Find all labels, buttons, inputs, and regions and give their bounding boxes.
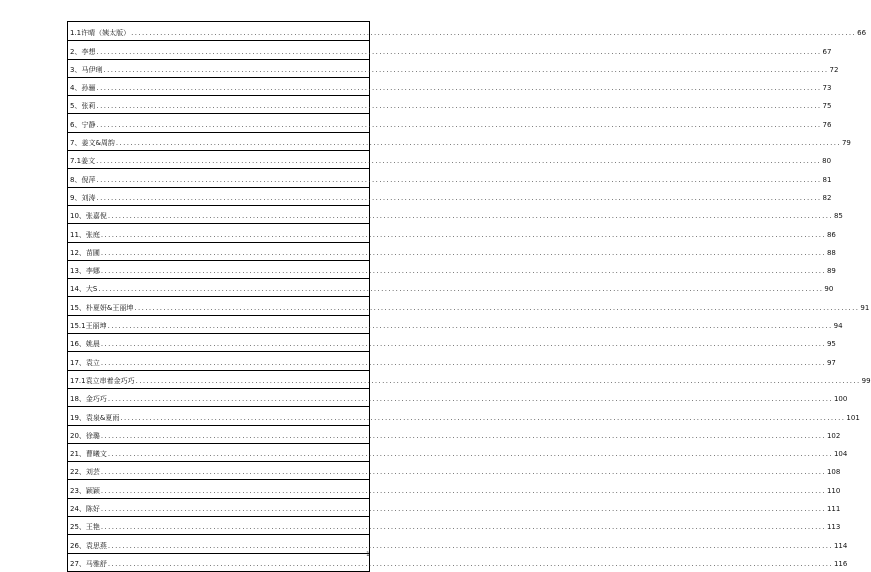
toc-entry[interactable]: [68, 425, 841, 443]
toc-entry[interactable]: [68, 260, 836, 278]
toc-entry-title: 15.1王丽坤: [70, 322, 107, 331]
toc-entry-title: 25、王艳: [70, 523, 100, 532]
toc-entry-title: 27、马雅舒: [70, 559, 107, 568]
toc-entry-title: 20、徐璐: [70, 431, 100, 440]
toc-entry-title: 23、颖颖: [70, 486, 100, 495]
toc-entry[interactable]: [68, 77, 832, 95]
toc-entry[interactable]: [68, 242, 836, 260]
toc-entry[interactable]: [68, 553, 848, 571]
toc-leader-dots: ........................................................................................................................................................................................................: [107, 541, 833, 550]
toc-entry-title: 3、马伊琍: [70, 65, 103, 74]
toc-entry-page: 90: [824, 285, 834, 294]
toc-entry-title: 24、陈好: [70, 505, 100, 514]
toc-entry-title: 19、袁泉&夏雨: [70, 413, 120, 422]
toc-entry-page: 66: [857, 29, 867, 38]
toc-entry-page: 81: [822, 175, 832, 184]
toc-entry[interactable]: [68, 461, 841, 479]
toc-entry[interactable]: [68, 132, 851, 150]
toc-entry-title: 26、袁思燕: [70, 541, 107, 550]
toc-entry-page: 72: [829, 65, 839, 74]
toc-entry[interactable]: [68, 351, 836, 369]
toc-entry-page: 86: [826, 230, 836, 239]
toc-entry-title: 15、朴夏妍&王丽坤: [70, 303, 134, 312]
toc-entry-page: 116: [833, 559, 848, 568]
toc-entry-title: 10、张嘉倪: [70, 212, 107, 221]
toc-leader-dots: ........................................................................................................................................................................................................: [100, 486, 826, 495]
toc-entry-page: 102: [826, 431, 841, 440]
toc-leader-dots: ........................................................................................................................................................................................................: [100, 468, 826, 477]
toc-entry-title: 17.1袁立串着金巧巧: [70, 376, 135, 385]
toc-entry-page: 101: [846, 413, 860, 422]
toc-entry[interactable]: [68, 534, 848, 552]
toc-entry-title: 13、李娜: [70, 267, 100, 276]
toc-leader-dots: ........................................................................................................................................................................................................: [107, 322, 833, 331]
toc-leader-dots: ........................................................................................................................................................................................................: [96, 193, 822, 202]
toc-entry[interactable]: [68, 223, 836, 241]
toc-entry[interactable]: [68, 278, 834, 296]
toc-leader-dots: ........................................................................................................................................................................................................: [100, 340, 826, 349]
toc-entry[interactable]: [68, 516, 841, 534]
toc-entry[interactable]: [68, 498, 841, 516]
toc-entry-title: 21、曹曦文: [70, 450, 107, 459]
toc-leader-dots: ........................................................................................................................................................................................................: [135, 376, 861, 385]
toc-leader-dots: ........................................................................................................................................................................................................: [134, 303, 860, 312]
toc-entry-page: 113: [826, 523, 841, 532]
page-number: 1: [366, 551, 370, 558]
toc-entry[interactable]: [68, 315, 843, 333]
toc-entry-title: 7、姜文&周韵: [70, 139, 115, 148]
toc-entry-title: 14、大S: [70, 285, 98, 294]
toc-entry-title: 11、张庭: [70, 230, 100, 239]
toc-leader-dots: ........................................................................................................................................................................................................: [96, 175, 822, 184]
toc-entry-page: 75: [822, 102, 832, 111]
toc-leader-dots: ........................................................................................................................................................................................................: [107, 559, 833, 568]
toc-entry-title: 8、倪萍: [70, 175, 96, 184]
toc-entry[interactable]: [68, 40, 832, 58]
toc-entry[interactable]: [68, 113, 832, 131]
toc-leader-dots: ........................................................................................................................................................................................................: [107, 450, 833, 459]
toc-entry-page: 73: [822, 84, 832, 93]
toc-entry-page: 95: [826, 340, 836, 349]
toc-entry-page: 82: [822, 193, 832, 202]
toc-entry[interactable]: [68, 388, 848, 406]
toc-entry[interactable]: [68, 150, 832, 168]
toc-leader-dots: ........................................................................................................................................................................................................: [107, 212, 833, 221]
toc-entry-title: 12、苗圃: [70, 248, 100, 257]
toc-entry[interactable]: [68, 22, 867, 40]
toc-entry-page: 108: [826, 468, 841, 477]
toc-leader-dots: ........................................................................................................................................................................................................: [100, 431, 826, 440]
toc-entry-title: 16、姚晨: [70, 340, 100, 349]
toc-entry[interactable]: [68, 443, 848, 461]
toc-leader-dots: ........................................................................................................................................................................................................: [100, 230, 826, 239]
toc-leader-dots: ........................................................................................................................................................................................................: [131, 29, 857, 38]
toc-leader-dots: ........................................................................................................................................................................................................: [100, 523, 826, 532]
toc-entry-page: 104: [833, 450, 848, 459]
toc-leader-dots: ........................................................................................................................................................................................................: [96, 157, 822, 166]
toc-entry-page: 67: [822, 47, 832, 56]
toc-leader-dots: ........................................................................................................................................................................................................: [107, 395, 833, 404]
toc-entry[interactable]: [68, 370, 871, 388]
toc-entry-page: 85: [833, 212, 843, 221]
toc-entry-title: 22、刘芸: [70, 468, 100, 477]
toc-entry-title: 4、孙骊: [70, 84, 96, 93]
toc-leader-dots: ........................................................................................................................................................................................................: [96, 84, 822, 93]
toc-leader-dots: ........................................................................................................................................................................................................: [96, 120, 822, 129]
toc-leader-dots: ........................................................................................................................................................................................................: [115, 139, 841, 148]
toc-entry[interactable]: [68, 333, 836, 351]
toc-leader-dots: ........................................................................................................................................................................................................: [96, 102, 822, 111]
toc-entry-page: 111: [826, 505, 841, 514]
toc-entry-title: 2、李想: [70, 47, 96, 56]
toc-entry[interactable]: [68, 406, 860, 424]
toc-entry-title: 18、金巧巧: [70, 395, 107, 404]
toc-leader-dots: ........................................................................................................................................................................................................: [100, 505, 826, 514]
toc-entry-page: 114: [833, 541, 848, 550]
toc-leader-dots: ........................................................................................................................................................................................................: [120, 413, 846, 422]
toc-entry[interactable]: [68, 296, 870, 314]
toc-entry-page: 89: [826, 267, 836, 276]
toc-entry-page: 110: [826, 486, 841, 495]
toc-entry-title: 5、张莉: [70, 102, 96, 111]
toc-entry-title: 1.1许晴（姨太版）: [70, 29, 131, 38]
toc-entry[interactable]: [68, 168, 832, 186]
toc-entry[interactable]: [68, 479, 841, 497]
toc-entry-page: 80: [822, 157, 832, 166]
toc-entry-title: 7.1姜文: [70, 157, 96, 166]
toc-leader-dots: ........................................................................................................................................................................................................: [100, 267, 826, 276]
toc-leader-dots: ........................................................................................................................................................................................................: [98, 285, 824, 294]
table-of-contents: [67, 21, 871, 572]
toc-entry-page: 76: [822, 120, 832, 129]
toc-entry-title: 9、刘涛: [70, 193, 96, 202]
toc-entry[interactable]: [68, 205, 843, 223]
toc-entry-page: 97: [826, 358, 836, 367]
toc-leader-dots: ........................................................................................................................................................................................................: [103, 65, 829, 74]
toc-entry[interactable]: [68, 187, 832, 205]
toc-entry-page: 79: [841, 139, 851, 148]
toc-entry-page: 100: [833, 395, 848, 404]
toc-entry-page: 88: [826, 248, 836, 257]
toc-entry[interactable]: [68, 59, 839, 77]
toc-entry-page: 94: [833, 322, 843, 331]
toc-entry-page: 99: [861, 376, 871, 385]
toc-entry-page: 91: [860, 303, 870, 312]
toc-entry-title: 17、袁立: [70, 358, 100, 367]
toc-leader-dots: ........................................................................................................................................................................................................: [100, 248, 826, 257]
toc-leader-dots: ........................................................................................................................................................................................................: [100, 358, 826, 367]
toc-entry-title: 6、宁静: [70, 120, 96, 129]
toc-leader-dots: ........................................................................................................................................................................................................: [96, 47, 822, 56]
toc-entry[interactable]: [68, 95, 832, 113]
